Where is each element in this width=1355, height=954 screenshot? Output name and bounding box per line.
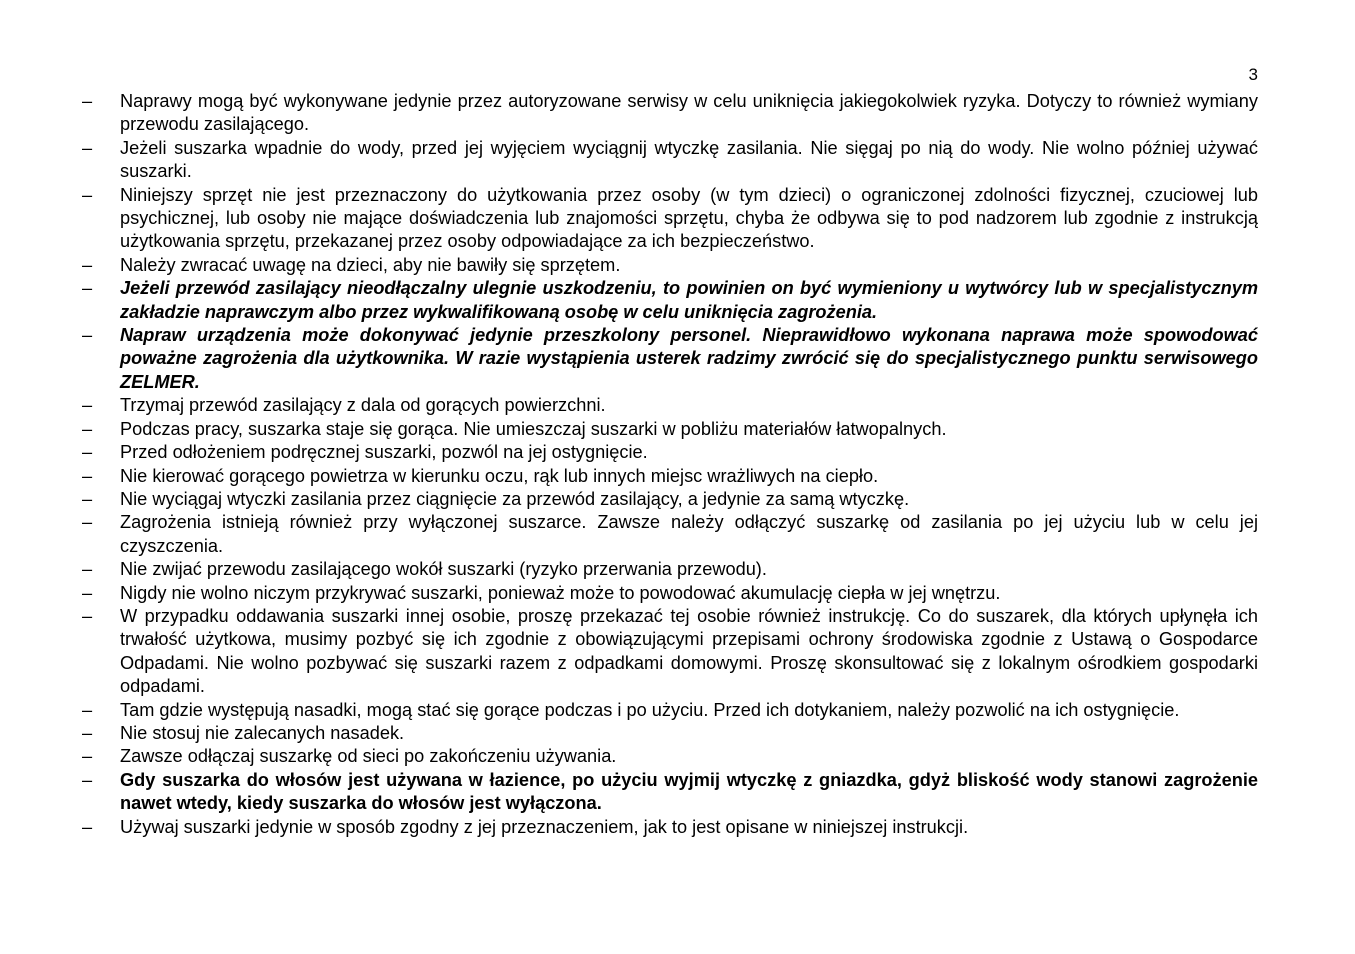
list-bullet: – [82, 442, 93, 463]
safety-instructions-list [82, 90, 1258, 839]
list-item-text: Podczas pracy, suszarka staje się gorąca. Nie umieszczaj suszarki w pobliżu materiałów łatwopalnych. [120, 418, 947, 439]
list-item-text: Nie stosuj nie zalecanych nasadek. [120, 722, 405, 743]
list-bullet: – [82, 137, 93, 158]
list-item [82, 441, 1258, 464]
list-item [82, 511, 1258, 558]
list-item-warning [82, 277, 1258, 324]
list-bullet: – [82, 699, 93, 720]
list-bullet: – [82, 488, 93, 509]
list-item-text: Nigdy nie wolno niczym przykrywać suszarki, ponieważ może to powodować akumulację ciepła w jej wnętrzu. [120, 582, 1001, 603]
list-bullet: – [82, 465, 93, 486]
list-bullet: – [82, 325, 93, 346]
list-item [82, 184, 1258, 254]
list-item [82, 582, 1258, 605]
list-item [82, 605, 1258, 699]
list-bullet: – [82, 582, 93, 603]
list-item [82, 90, 1258, 137]
list-item-text: Zawsze odłączaj suszarkę od sieci po zakończeniu używania. [120, 746, 617, 767]
list-bullet: – [82, 418, 93, 439]
list-bullet: – [82, 254, 93, 275]
list-item-text: Nie zwijać przewodu zasilającego wokół suszarki (ryzyko przerwania przewodu). [120, 559, 767, 580]
list-item-text: Tam gdzie występują nasadki, mogą stać się gorące podczas i po użyciu. Przed ich dotykaniem, należy pozwolić na ich ostygnięcie. [120, 699, 1180, 720]
list-item-warning [82, 324, 1258, 394]
list-item [82, 722, 1258, 745]
list-item [82, 418, 1258, 441]
list-bullet: – [82, 769, 93, 790]
list-item [82, 816, 1258, 839]
list-item-text: Trzymaj przewód zasilający z dala od gorących powierzchni. [120, 395, 606, 416]
list-item-text: Używaj suszarki jedynie w sposób zgodny z jej przeznaczeniem, jak to jest opisane w niniejszej instrukcji. [120, 816, 969, 837]
list-item-bathroom-warning [82, 769, 1258, 816]
list-item-text: W przypadku oddawania suszarki innej osobie, proszę przekazać tej osobie również instrukcję. Co do suszarek, dla których upłynęła ich trwałość użytkowa, musimy pozbyć się ich zgodnie z obowiązującymi przepisami ochrony środowiska zgodnie z Ustawą o Gospodarce Odpadami. Nie wolno pozbywać się suszarki razem z odpadkami domowymi. Proszę skonsultować się z lokalnym ośrodkiem gospodarki odpadami. [120, 605, 1258, 697]
list-bullet: – [82, 278, 93, 299]
list-item [82, 465, 1258, 488]
list-bullet: – [82, 559, 93, 580]
list-item-text: Jeżeli przewód zasilający nieodłączalny ulegnie uszkodzeniu, to powinien on być wymieniony u wytwórcy lub w specjalistycznym zakładzie naprawczym albo przez wykwalifikowaną osobę w celu uniknięcia zagrożenia. [120, 278, 1258, 322]
list-item-text: Przed odłożeniem podręcznej suszarki, pozwól na jej ostygnięcie. [120, 442, 648, 463]
list-item-text: Gdy suszarka do włosów jest używana w łazience, po użyciu wyjmij wtyczkę z gniazdka, gdyż bliskość wody stanowi zagrożenie nawet wtedy, kiedy suszarka do włosów jest wyłączona. [120, 769, 1258, 814]
list-item [82, 745, 1258, 768]
list-item-text: Nie kierować gorącego powietrza w kierunku oczu, rąk lub innych miejsc wrażliwych na ciepło. [120, 465, 879, 486]
list-bullet: – [82, 512, 93, 533]
list-bullet: – [82, 91, 93, 111]
list-item [82, 558, 1258, 581]
list-item [82, 394, 1258, 417]
list-item [82, 699, 1258, 722]
list-item-text: Zagrożenia istnieją również przy wyłączonej suszarce. Zawsze należy odłączyć suszarkę od zasilania po jej użyciu lub w celu jej czyszczenia. [120, 512, 1258, 556]
list-bullet: – [82, 746, 93, 767]
list-bullet: – [82, 816, 93, 837]
list-item [82, 488, 1258, 511]
list-item-text: Nie wyciągaj wtyczki zasilania przez ciągnięcie za przewód zasilający, a jedynie za samą wtyczkę. [120, 488, 910, 509]
list-item-text: Jeżeli suszarka wpadnie do wody, przed jej wyjęciem wyciągnij wtyczkę zasilania. Nie sięgaj po nią do wody. Nie wolno później używać suszarki. [120, 137, 1258, 182]
list-item [82, 254, 1258, 277]
list-bullet: – [82, 395, 93, 416]
list-bullet: – [82, 184, 93, 205]
list-item [82, 137, 1258, 184]
list-item-text: Niniejszy sprzęt nie jest przeznaczony do użytkowania przez osoby (w tym dzieci) o ograniczonej zdolności fizycznej, czuciowej lub psychicznej, lub osoby nie mające doświadczenia lub znajomości sprzętu, chyba że odbywa się to pod nadzorem lub zgodnie z instrukcją użytkowania sprzętu, przekazanej przez osoby odpowiadające za ich bezpieczeństwo. [120, 184, 1258, 252]
list-item-text: Należy zwracać uwagę na dzieci, aby nie bawiły się sprzętem. [120, 254, 621, 275]
page-number: 3 [1248, 65, 1258, 84]
list-item-text: Naprawy mogą być wykonywane jedynie przez autoryzowane serwisy w celu uniknięcia jakiegokolwiek ryzyka. Dotyczy to również wymiany przewodu zasilającego. [120, 91, 1258, 135]
list-bullet: – [82, 605, 93, 626]
list-item-text: Napraw urządzenia może dokonywać jedynie przeszkolony personel. Nieprawidłowo wykonana naprawa może spowodować poważne zagrożenia dla użytkownika. W razie wystąpienia usterek radzimy zwrócić się do specjalistycznego punktu serwisowego ZELMER. [120, 325, 1258, 392]
list-bullet: – [82, 722, 93, 743]
